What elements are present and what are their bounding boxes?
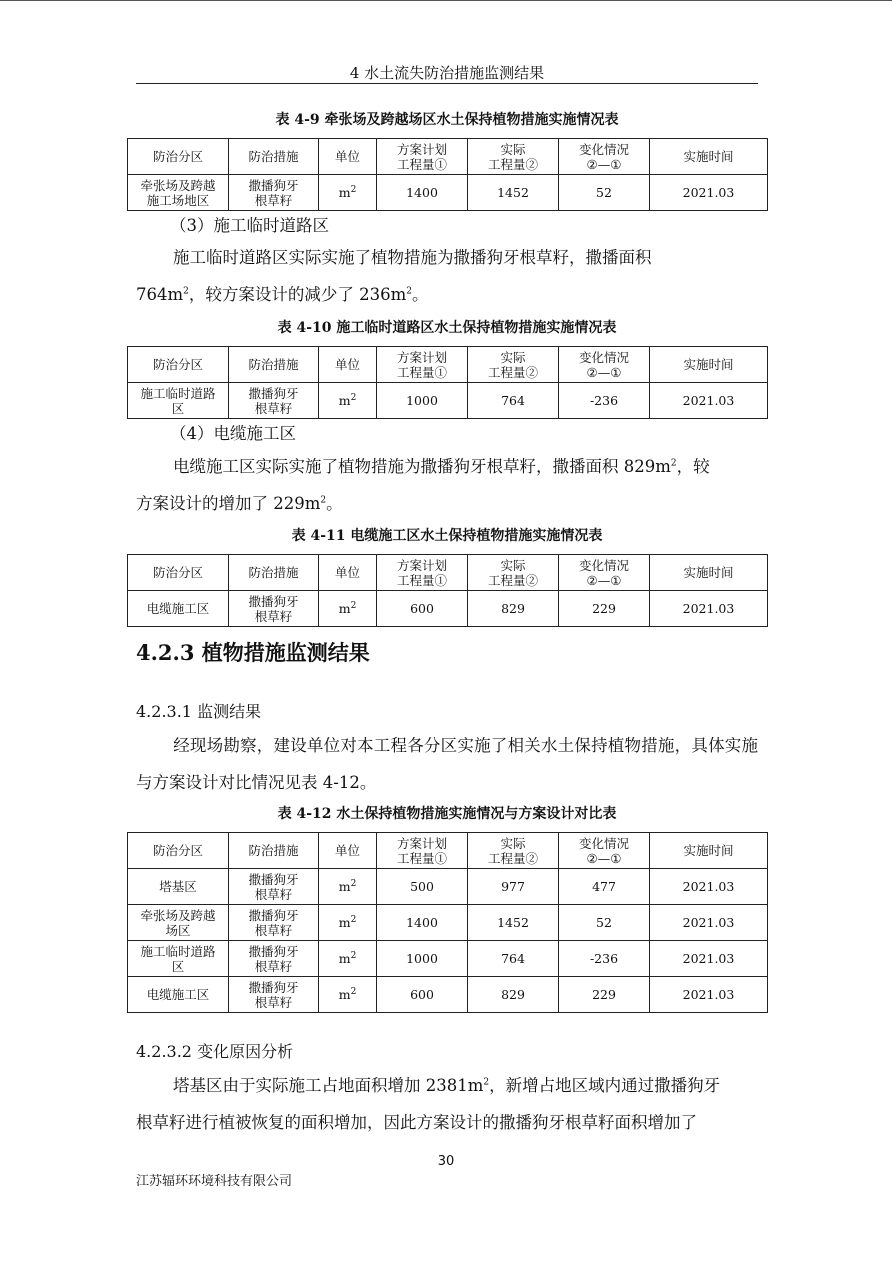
time-header: 实施时间 — [650, 347, 768, 383]
time-header: 实施时间 — [650, 139, 768, 175]
time-cell: 2021.03 — [650, 941, 768, 977]
table-row — [128, 591, 768, 627]
measure-cell: 撒播狗牙 根草籽 — [229, 591, 319, 627]
section-4-2-3-1-paragraph — [136, 727, 758, 801]
table-row — [128, 905, 768, 941]
unit-header: 单位 — [319, 139, 377, 175]
table-row — [128, 941, 768, 977]
time-cell: 2021.03 — [650, 869, 768, 905]
table-row — [128, 977, 768, 1013]
change-header: 变化情况 ②—① — [559, 139, 650, 175]
planned-cell: 1400 — [377, 175, 468, 211]
planned-header: 方案计划 工程量① — [377, 833, 468, 869]
page-number: 30 — [437, 1154, 455, 1169]
actual-cell: 829 — [468, 591, 559, 627]
section-4-2-3-1-text: 经现场勘察，建设单位对本工程各分区实施了相关水土保持植物措施，具体实施与方案设计对比情况见表 4-12。 — [136, 736, 758, 792]
section-4-2-3-2-text-line2: 根草籽进行植被恢复的面积增加，因此方案设计的撒播狗牙根草籽面积增加了 — [136, 1113, 697, 1132]
section-4-2-3-1-heading: 4.2.3.1 监测结果 — [136, 702, 262, 721]
zone-cell: 牵张场及跨越 场区 — [128, 905, 229, 941]
section-3-text-line1: 施工临时道路区实际实施了植物措施为撒播狗牙根草籽，撒播面积 — [173, 248, 652, 267]
actual-cell: 977 — [468, 869, 559, 905]
measure-cell: 撒播狗牙 根草籽 — [229, 941, 319, 977]
section-4-2-3-2-text-line1-end: ，新增占地区域内通过撒播狗牙 — [489, 1076, 721, 1095]
zone-cell: 电缆施工区 — [128, 591, 229, 627]
change-cell: 229 — [559, 591, 650, 627]
zone-cell: 塔基区 — [128, 869, 229, 905]
table-4-9-caption: 表 4-9 牵张场及跨越场区水土保持植物措施实施情况表 — [275, 112, 619, 128]
measure-cell: 撒播狗牙 根草籽 — [229, 905, 319, 941]
planned-cell: 1000 — [377, 383, 468, 419]
section-4-text-line2: 方案设计的增加了 229m — [136, 494, 321, 513]
unit-cell: $m^2$ — [319, 591, 377, 627]
time-cell: 2021.03 — [650, 383, 768, 419]
table-header-row — [128, 347, 768, 383]
section-4-heading: （4）电缆施工区 — [170, 424, 296, 443]
measure-cell: 撒播狗牙 根草籽 — [229, 869, 319, 905]
unit-superscript: 2 — [406, 286, 412, 297]
planned-cell: 600 — [377, 977, 468, 1013]
section-3-text-line2: ，较方案设计的减少了 236m — [188, 285, 407, 304]
section-4-paragraph — [136, 448, 758, 522]
measure-cell: 撒播狗牙 根草籽 — [229, 383, 319, 419]
measure-header: 防治措施 — [229, 833, 319, 869]
planned-header: 方案计划 工程量① — [377, 555, 468, 591]
table-4-9 — [127, 138, 768, 211]
actual-cell: 764 — [468, 383, 559, 419]
time-cell: 2021.03 — [650, 977, 768, 1013]
unit-superscript: 2 — [483, 1077, 490, 1088]
planned-header: 方案计划 工程量① — [377, 347, 468, 383]
actual-cell: 1452 — [468, 175, 559, 211]
section-3-area: 764m — [136, 285, 184, 304]
unit-cell: $m^2$ — [319, 941, 377, 977]
section-3-paragraph — [136, 239, 758, 313]
planned-cell: 1000 — [377, 941, 468, 977]
table-header-row — [128, 555, 768, 591]
section-4-2-3-2-heading: 4.2.3.2 变化原因分析 — [136, 1042, 294, 1061]
unit-superscript: 2 — [183, 286, 189, 297]
section-4-2-3-2-text-line1: 塔基区由于实际施工占地面积增加 2381m — [173, 1076, 484, 1095]
unit-superscript: 2 — [320, 495, 327, 506]
planned-header: 方案计划 工程量① — [377, 139, 468, 175]
section-4-text-line1: 电缆施工区实际实施了植物措施为撒播狗牙根草籽，撒播面积 829m — [173, 457, 671, 476]
measure-header: 防治措施 — [229, 347, 319, 383]
table-row — [128, 175, 768, 211]
measure-cell: 撒播狗牙 根草籽 — [229, 175, 319, 211]
table-4-12 — [127, 832, 768, 1013]
unit-cell: $m^2$ — [319, 175, 377, 211]
change-cell: 52 — [559, 175, 650, 211]
time-cell: 2021.03 — [650, 175, 768, 211]
section-4-text-end: 。 — [326, 494, 343, 513]
zone-header: 防治分区 — [128, 555, 229, 591]
measure-header: 防治措施 — [229, 555, 319, 591]
page-top-border — [0, 0, 892, 1]
change-cell: 477 — [559, 869, 650, 905]
unit-header: 单位 — [319, 833, 377, 869]
table-row — [128, 383, 768, 419]
actual-header: 实际 工程量② — [468, 555, 559, 591]
section-3-heading: （3）施工临时道路区 — [170, 216, 329, 235]
table-4-12-caption: 表 4-12 水土保持植物措施实施情况与方案设计对比表 — [277, 806, 617, 822]
zone-cell: 施工临时道路 区 — [128, 383, 229, 419]
actual-header: 实际 工程量② — [468, 347, 559, 383]
footer-company: 江苏辐环环境科技有限公司 — [136, 1174, 293, 1189]
zone-cell: 牵张场及跨越 施工场地区 — [128, 175, 229, 211]
table-4-11-caption: 表 4-11 电缆施工区水土保持植物措施实施情况表 — [291, 528, 603, 544]
time-header: 实施时间 — [650, 833, 768, 869]
change-cell: 229 — [559, 977, 650, 1013]
section-3-text-end: 。 — [412, 285, 429, 304]
section-4-text-line1-end: ，较 — [676, 457, 710, 476]
unit-superscript: 2 — [670, 458, 677, 469]
zone-cell: 电缆施工区 — [128, 977, 229, 1013]
measure-header: 防治措施 — [229, 139, 319, 175]
change-header: 变化情况 ②—① — [559, 347, 650, 383]
actual-header: 实际 工程量② — [468, 833, 559, 869]
planned-cell: 1400 — [377, 905, 468, 941]
section-4-2-3-2-paragraph — [136, 1067, 758, 1141]
zone-header: 防治分区 — [128, 347, 229, 383]
unit-cell: $m^2$ — [319, 977, 377, 1013]
table-4-10 — [127, 346, 768, 419]
unit-cell: $m^2$ — [319, 383, 377, 419]
change-cell: 52 — [559, 905, 650, 941]
unit-header: 单位 — [319, 555, 377, 591]
unit-cell: $m^2$ — [319, 905, 377, 941]
measure-cell: 撒播狗牙 根草籽 — [229, 977, 319, 1013]
section-4-2-3-heading: 4.2.3 植物措施监测结果 — [136, 640, 370, 665]
change-cell: -236 — [559, 941, 650, 977]
actual-header: 实际 工程量② — [468, 139, 559, 175]
time-cell: 2021.03 — [650, 591, 768, 627]
change-header: 变化情况 ②—① — [559, 555, 650, 591]
zone-header: 防治分区 — [128, 833, 229, 869]
table-header-row — [128, 833, 768, 869]
running-header: 4 水土流失防治措施监测结果 — [349, 64, 545, 82]
unit-header: 单位 — [319, 347, 377, 383]
zone-header: 防治分区 — [128, 139, 229, 175]
change-cell: -236 — [559, 383, 650, 419]
table-row — [128, 869, 768, 905]
change-header: 变化情况 ②—① — [559, 833, 650, 869]
time-cell: 2021.03 — [650, 905, 768, 941]
unit-cell: $m^2$ — [319, 869, 377, 905]
actual-cell: 1452 — [468, 905, 559, 941]
table-header-row — [128, 139, 768, 175]
actual-cell: 764 — [468, 941, 559, 977]
planned-cell: 600 — [377, 591, 468, 627]
actual-cell: 829 — [468, 977, 559, 1013]
time-header: 实施时间 — [650, 555, 768, 591]
header-rule — [136, 83, 758, 84]
zone-cell: 施工临时道路 区 — [128, 941, 229, 977]
table-4-11 — [127, 554, 768, 627]
planned-cell: 500 — [377, 869, 468, 905]
table-4-10-caption: 表 4-10 施工临时道路区水土保持植物措施实施情况表 — [277, 320, 617, 336]
